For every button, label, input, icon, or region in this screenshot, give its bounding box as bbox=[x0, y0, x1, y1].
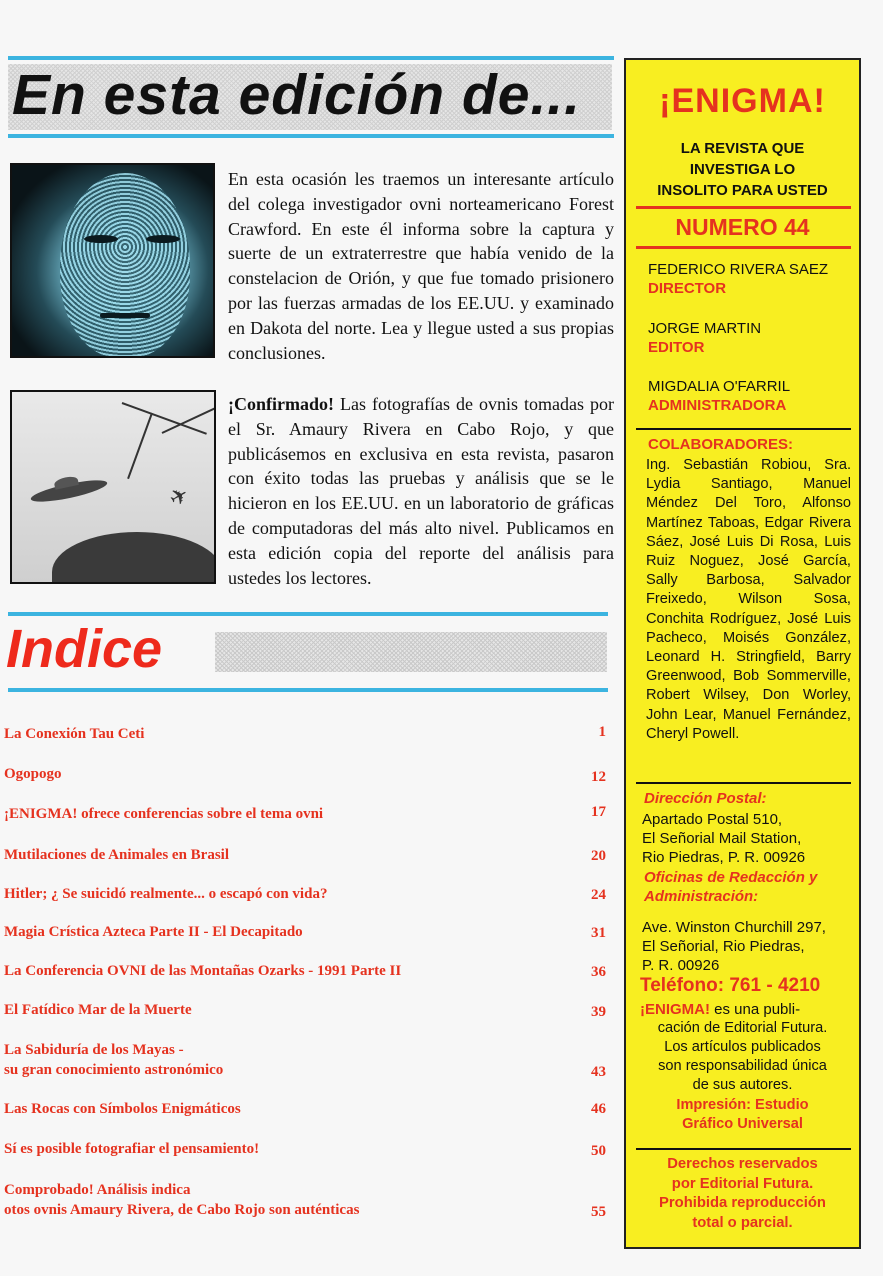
jet-icon: ✈ bbox=[164, 481, 194, 513]
publication-note-body bbox=[626, 1019, 859, 1095]
intro-article-2-text: Las fotografías de ovnis tomadas por el Sr. Amaury Rivera en Cabo Rojo, y que publicásemos en exclusiva en esta revista, pasaron con éxito todas las pruebas y análisis que se le hicieron en los EE.UU. en un laboratorio de gráficas de computadoras del más alto nivel. Publicamos en esta edición copia del reporte del análisis para ustedes los lectores. bbox=[228, 394, 614, 588]
toc-page: 20 bbox=[591, 848, 606, 864]
printing-line: Impresión: Estudio bbox=[676, 1097, 809, 1113]
toc-page: 17 bbox=[591, 804, 606, 820]
staff-name: FEDERICO RIVERA SAEZ bbox=[648, 261, 829, 278]
printing-line: Gráfico Universal bbox=[682, 1116, 803, 1132]
rights-line: total o parcial. bbox=[692, 1214, 793, 1231]
toc-title: El Fatídico Mar de la Muerte bbox=[4, 1002, 192, 1018]
toc-page: 1 bbox=[598, 724, 606, 740]
index-pattern bbox=[215, 632, 607, 672]
toc-title: Mutilaciones de Animales en Brasil bbox=[4, 847, 229, 863]
intro-article-1-text: En esta ocasión les traemos un interesante artículo del colega investigador ovni norteamericano Forest Crawford. En este él informa sobre la captura y suerte de un extraterrestre que había venido de la constelacion de Orión, y que fue tomado prisionero por las fuerzas armadas de los EE.UU. y examinado en Dakota del norte. Lea y llegue usted a sus propias conclusiones. bbox=[228, 169, 614, 363]
index-title: Indice bbox=[6, 619, 163, 679]
staff-director bbox=[648, 260, 881, 298]
postal-heading: Dirección Postal: bbox=[644, 790, 767, 807]
toc-title-line2: su gran conocimiento astronómico bbox=[4, 1062, 224, 1078]
phone-number: Teléfono: 761 - 4210 bbox=[640, 975, 821, 996]
address-line: Apartado Postal 510, bbox=[642, 811, 783, 828]
alien-face-photo bbox=[10, 163, 215, 358]
toc-title: Comprobado! Análisis indica bbox=[4, 1182, 191, 1198]
offices-address bbox=[642, 918, 852, 975]
headline-rule bbox=[8, 134, 614, 138]
divider bbox=[636, 428, 851, 430]
headline: En esta edición de... bbox=[12, 63, 581, 127]
rights-line: Derechos reservados bbox=[667, 1156, 818, 1172]
address-line: El Señorial, Rio Piedras, bbox=[642, 938, 805, 955]
toc-title: Hitler; ¿ Se suicidó realmente... o escapó con vida? bbox=[4, 886, 328, 902]
printing-credit bbox=[626, 1096, 859, 1134]
toc-page: 43 bbox=[591, 1064, 606, 1080]
toc-page: 31 bbox=[591, 925, 606, 941]
top-rule bbox=[8, 56, 614, 60]
tagline-line: LA REVISTA QUE bbox=[680, 140, 805, 157]
publication-line: de sus autores. bbox=[692, 1077, 793, 1093]
toc-title: Ogopogo bbox=[4, 766, 62, 782]
rights-line: por Editorial Futura. bbox=[671, 1175, 814, 1192]
toc-page: 46 bbox=[591, 1101, 606, 1117]
toc-title: La Conexión Tau Ceti bbox=[4, 726, 145, 742]
rights-line: Prohibida reproducción bbox=[659, 1195, 826, 1211]
alien-mouth bbox=[100, 313, 150, 318]
index-top-rule bbox=[8, 612, 608, 616]
toc-title: Sí es posible fotografiar el pensamiento! bbox=[4, 1141, 260, 1157]
toc-title: La Sabiduría de los Mayas - bbox=[4, 1042, 184, 1058]
divider bbox=[636, 1148, 851, 1150]
toc-page: 36 bbox=[591, 964, 606, 980]
publication-line: cación de Editorial Futura. bbox=[657, 1020, 828, 1036]
masthead-sidebar bbox=[624, 58, 861, 1249]
rights-notice bbox=[626, 1155, 859, 1233]
publication-brand: ¡ENIGMA! bbox=[640, 1001, 710, 1018]
collaborators-heading: COLABORADORES: bbox=[648, 436, 793, 453]
postal-address bbox=[642, 810, 852, 867]
staff-admin bbox=[648, 377, 881, 415]
staff-name: JORGE MARTIN bbox=[648, 320, 762, 337]
address-line: El Señorial Mail Station, bbox=[642, 830, 802, 847]
tagline-line: INVESTIGA LO bbox=[689, 161, 796, 178]
staff-role: EDITOR bbox=[648, 339, 705, 356]
ufo-saucer bbox=[29, 476, 108, 506]
address-line: P. R. 00926 bbox=[642, 957, 720, 974]
ufo-photo bbox=[10, 390, 216, 584]
masthead-title: ¡ENIGMA! bbox=[659, 82, 826, 120]
treeline bbox=[52, 532, 216, 584]
publication-note bbox=[640, 1000, 850, 1019]
intro-article-2-lead: ¡Confirmado! bbox=[228, 394, 334, 414]
alien-face-shape bbox=[60, 173, 190, 358]
divider bbox=[636, 206, 851, 209]
toc-title: La Conferencia OVNI de las Montañas Ozarks - 1991 Parte II bbox=[4, 963, 402, 979]
toc-page: 12 bbox=[591, 769, 606, 785]
staff-role: ADMINISTRADORA bbox=[648, 397, 787, 414]
tree-branch bbox=[127, 413, 153, 479]
staff-name: MIGDALIA O'FARRIL bbox=[648, 378, 791, 395]
toc-page: 55 bbox=[591, 1204, 606, 1220]
staff-role: DIRECTOR bbox=[648, 280, 727, 297]
index-bottom-rule bbox=[8, 688, 608, 692]
intro-article-2 bbox=[228, 392, 614, 590]
toc-title-line2: otos ovnis Amaury Rivera, de Cabo Rojo son auténticas bbox=[4, 1202, 360, 1218]
alien-left-eye bbox=[84, 235, 118, 243]
toc-title: Magia Crística Azteca Parte II - El Decapitado bbox=[4, 924, 303, 940]
publication-line: son responsabilidad única bbox=[658, 1058, 827, 1074]
publication-line: Los artículos publicados bbox=[664, 1039, 821, 1055]
alien-right-eye bbox=[146, 235, 180, 243]
intro-article-1 bbox=[228, 167, 614, 365]
divider bbox=[636, 246, 851, 249]
offices-heading: Oficinas de Redacción y Administración: bbox=[644, 869, 818, 905]
divider bbox=[636, 782, 851, 784]
address-line: Ave. Winston Churchill 297, bbox=[642, 919, 826, 936]
masthead-tagline bbox=[626, 138, 859, 201]
staff-editor bbox=[648, 319, 881, 357]
toc-title: ¡ENIGMA! ofrece conferencias sobre el tema ovni bbox=[4, 806, 324, 822]
address-line: Rio Piedras, P. R. 00926 bbox=[642, 849, 806, 866]
toc-title: Las Rocas con Símbolos Enigmáticos bbox=[4, 1101, 241, 1117]
toc-page: 24 bbox=[591, 887, 606, 903]
collaborators-list: Ing. Sebastián Robiou, Sra. Lydia Santiago, Manuel Méndez Del Toro, Alfonso Martínez Taboas, Edgar Rivera Sáez, José Luis Di Rosa, Luis Ruiz Noguez, José García, Sally Barbosa, Salvador Freixedo, Wilson Sosa, Conchita Rodríguez, José Luis Pacheco, Moisés González, Leonard H. Stringfield, Barry Greenwood, Bob Sommerville, Robert Wilsey, Don Worley, John Lear, Manuel Fernández, Cheryl Powell. bbox=[646, 457, 851, 742]
toc-page: 39 bbox=[591, 1004, 606, 1020]
publication-note-start: es una publi- bbox=[710, 1001, 801, 1018]
tagline-line: INSOLITO PARA USTED bbox=[657, 182, 828, 199]
issue-number: NUMERO 44 bbox=[675, 214, 810, 240]
toc-page: 50 bbox=[591, 1143, 606, 1159]
